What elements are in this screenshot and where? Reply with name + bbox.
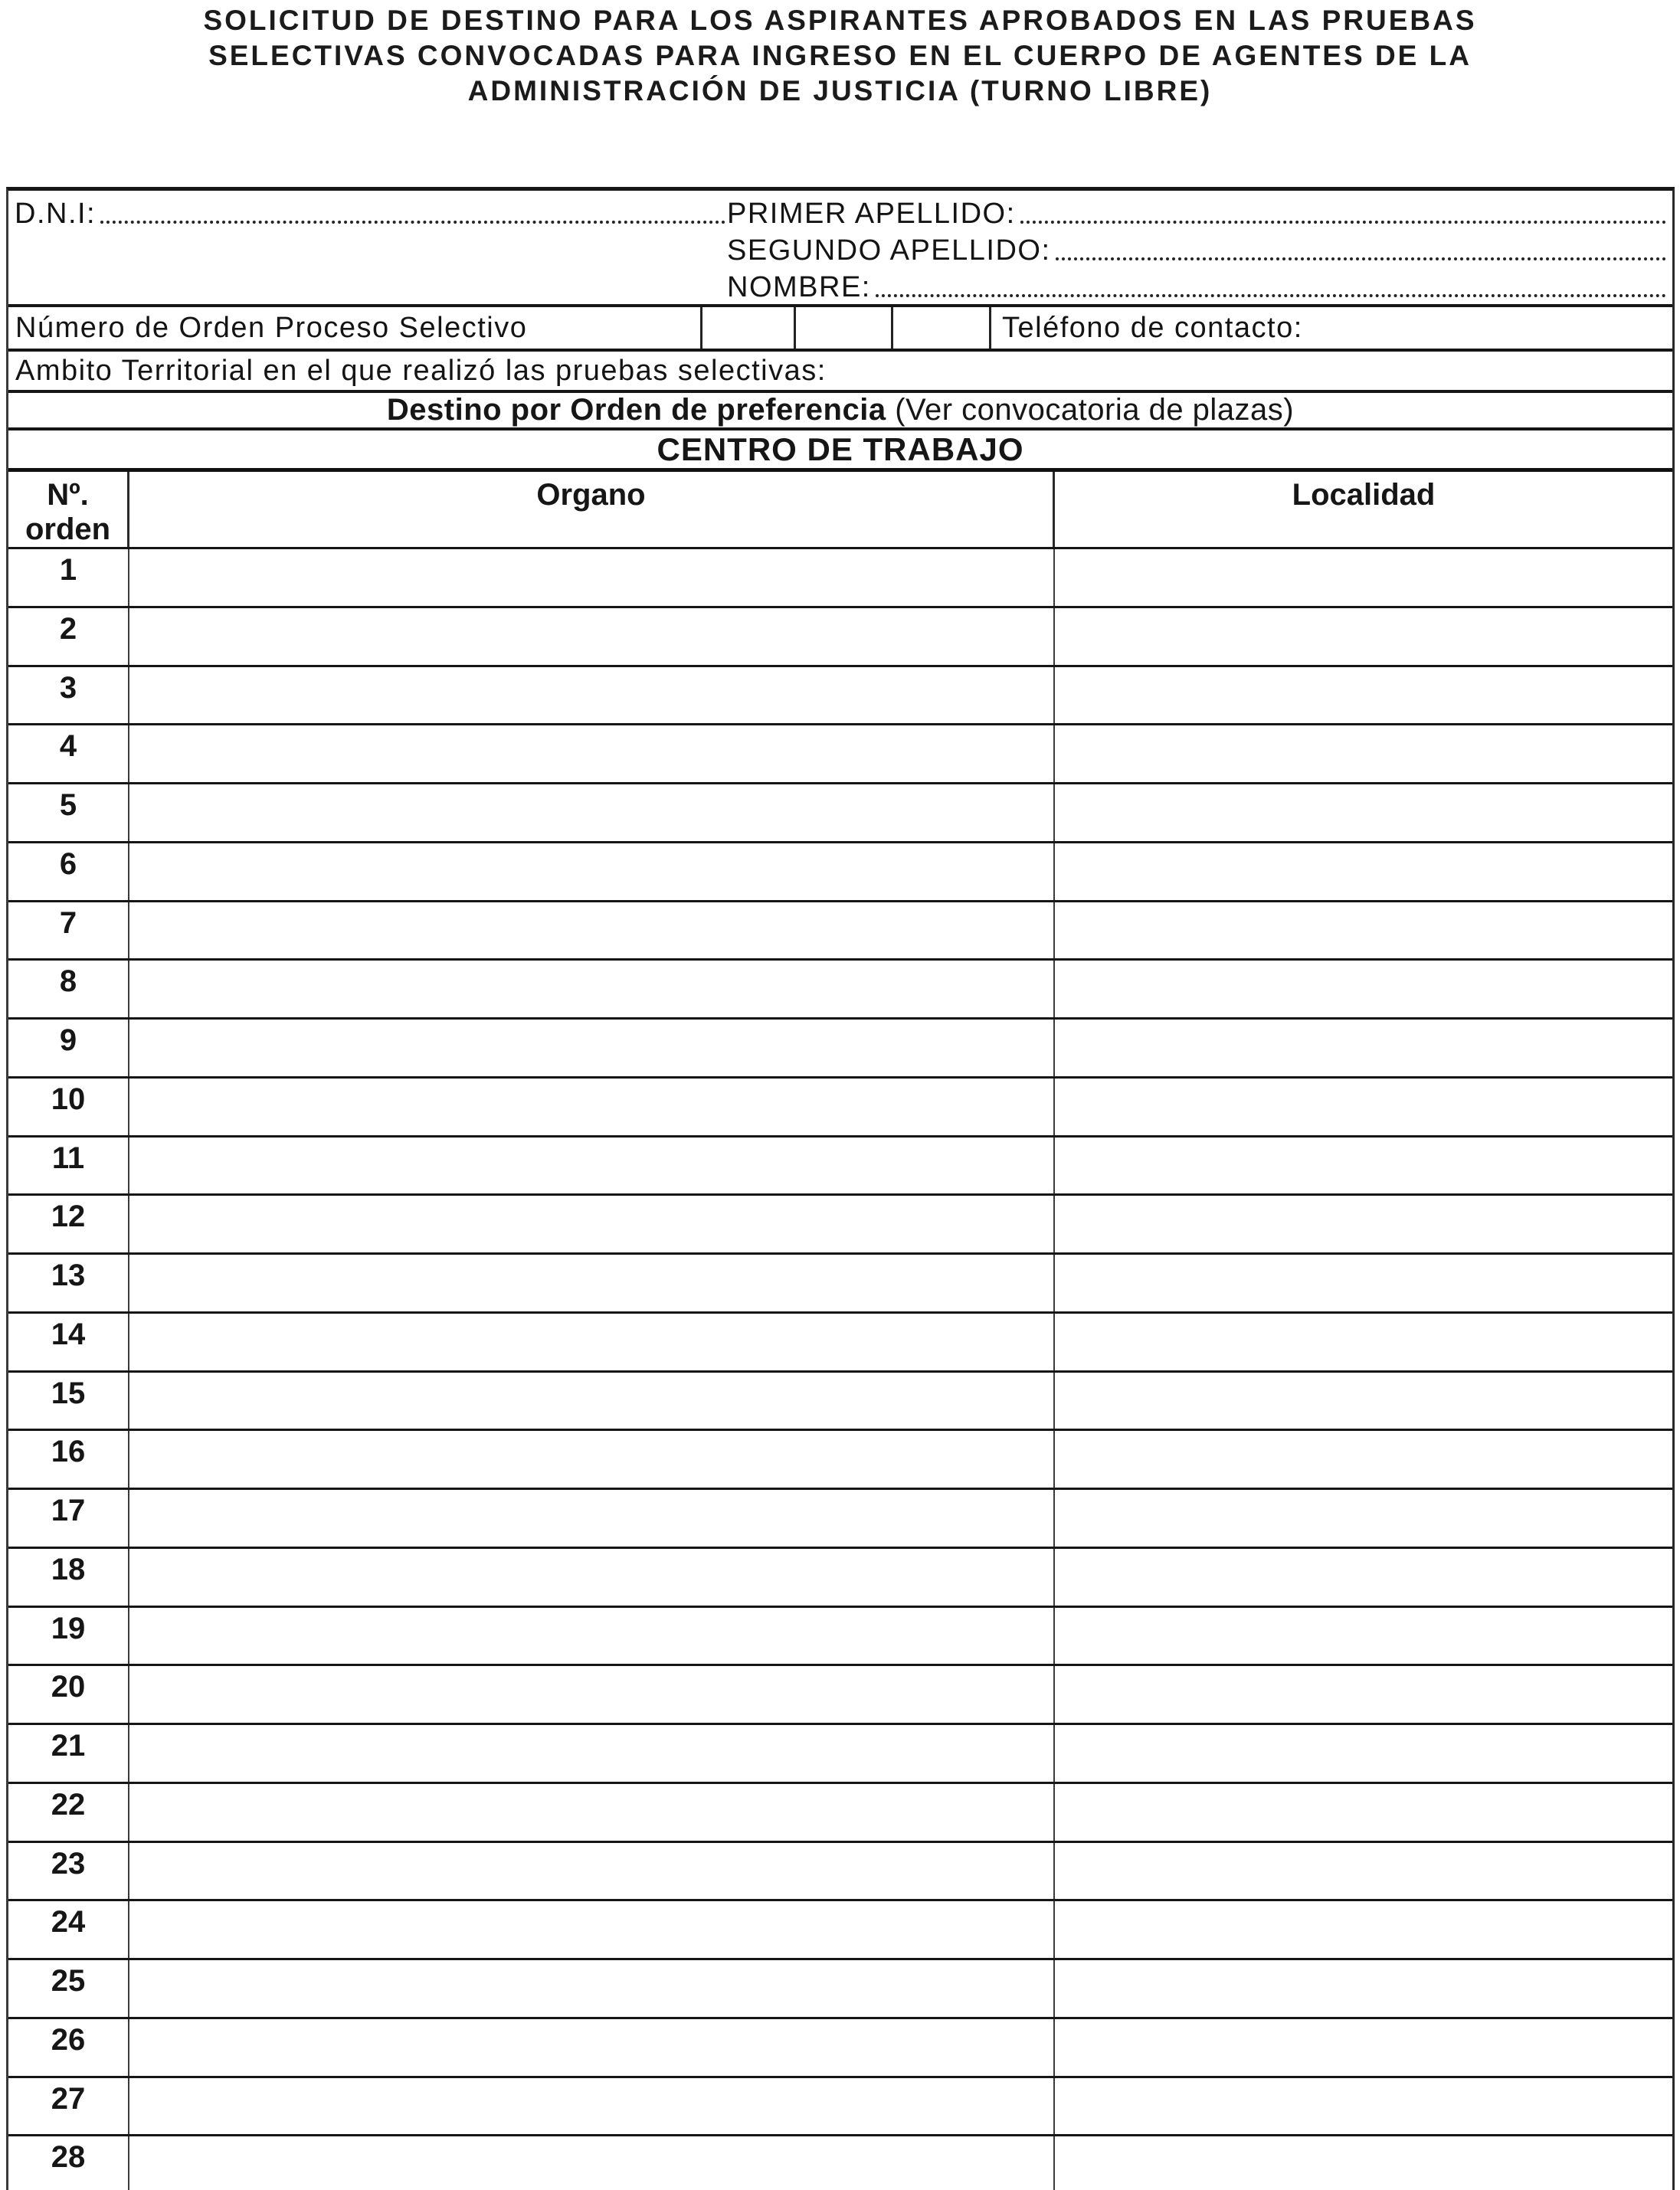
table-row-9 bbox=[8, 1017, 1672, 1076]
localidad-cell[interactable] bbox=[1055, 1666, 1672, 1723]
telefono-cell bbox=[989, 307, 1672, 349]
organo-cell[interactable] bbox=[129, 1196, 1055, 1252]
segundo-apellido-row bbox=[8, 231, 1672, 267]
row-order-number: 22 bbox=[8, 1784, 129, 1841]
row-order-number: 10 bbox=[8, 1079, 129, 1135]
row-order-number: 19 bbox=[8, 1608, 129, 1665]
table-row-1 bbox=[8, 547, 1672, 606]
organo-cell[interactable] bbox=[129, 549, 1055, 606]
organo-cell[interactable] bbox=[129, 902, 1055, 959]
localidad-cell[interactable] bbox=[1055, 1608, 1672, 1665]
row-order-number: 1 bbox=[8, 549, 129, 606]
localidad-cell[interactable] bbox=[1055, 2019, 1672, 2076]
organo-cell[interactable] bbox=[129, 784, 1055, 841]
preference-table-header bbox=[8, 468, 1672, 547]
organo-cell[interactable] bbox=[129, 1608, 1055, 1665]
localidad-cell[interactable] bbox=[1055, 1960, 1672, 2017]
organo-cell[interactable] bbox=[129, 1020, 1055, 1076]
table-row-23 bbox=[8, 1841, 1672, 1900]
localidad-cell[interactable] bbox=[1055, 725, 1672, 782]
destino-preferencia-note: (Ver convocatoria de plazas) bbox=[886, 393, 1295, 427]
table-row-2 bbox=[8, 606, 1672, 665]
header-orden-line2: orden bbox=[25, 512, 111, 546]
table-row-13 bbox=[8, 1252, 1672, 1311]
localidad-cell[interactable] bbox=[1055, 1255, 1672, 1311]
organo-cell[interactable] bbox=[129, 1725, 1055, 1782]
organo-cell[interactable] bbox=[129, 1960, 1055, 2017]
orden-digit-box-3[interactable] bbox=[891, 307, 989, 349]
localidad-cell[interactable] bbox=[1055, 1549, 1672, 1606]
nombre-label: NOMBRE: bbox=[727, 271, 871, 303]
row-order-number: 9 bbox=[8, 1020, 129, 1076]
row-order-number: 27 bbox=[8, 2078, 129, 2135]
localidad-cell[interactable] bbox=[1055, 2136, 1672, 2190]
table-row-7 bbox=[8, 900, 1672, 959]
segundo-apellido-label: SEGUNDO APELLIDO: bbox=[727, 234, 1051, 267]
row-order-number: 7 bbox=[8, 902, 129, 959]
table-row-3 bbox=[8, 665, 1672, 724]
destino-preferencia-row bbox=[8, 390, 1672, 427]
centro-trabajo-heading: CENTRO DE TRABAJO bbox=[657, 430, 1024, 467]
row-order-number: 6 bbox=[8, 843, 129, 900]
organo-cell[interactable] bbox=[129, 1549, 1055, 1606]
table-row-14 bbox=[8, 1311, 1672, 1370]
table-row-28 bbox=[8, 2134, 1672, 2190]
table-row-26 bbox=[8, 2017, 1672, 2076]
organo-cell[interactable] bbox=[129, 2019, 1055, 2076]
table-row-12 bbox=[8, 1193, 1672, 1252]
table-row-24 bbox=[8, 1899, 1672, 1958]
table-row-20 bbox=[8, 1664, 1672, 1723]
localidad-cell[interactable] bbox=[1055, 1196, 1672, 1252]
organo-cell[interactable] bbox=[129, 1314, 1055, 1370]
organo-cell[interactable] bbox=[129, 2078, 1055, 2135]
segundo-apellido-input-area[interactable] bbox=[1056, 257, 1666, 260]
primer-apellido-input-area[interactable] bbox=[1020, 221, 1666, 224]
localidad-cell[interactable] bbox=[1055, 1784, 1672, 1841]
localidad-cell[interactable] bbox=[1055, 784, 1672, 841]
row-order-number: 18 bbox=[8, 1549, 129, 1606]
localidad-cell[interactable] bbox=[1055, 1490, 1672, 1547]
dni-label: D.N.I: bbox=[15, 198, 97, 230]
localidad-cell[interactable] bbox=[1055, 961, 1672, 1017]
organo-cell[interactable] bbox=[129, 1373, 1055, 1429]
row-order-number: 23 bbox=[8, 1843, 129, 1900]
localidad-cell[interactable] bbox=[1055, 1373, 1672, 1429]
nombre-input-area[interactable] bbox=[876, 294, 1666, 297]
table-row-4 bbox=[8, 723, 1672, 782]
row-order-number: 24 bbox=[8, 1901, 129, 1958]
localidad-cell[interactable] bbox=[1055, 667, 1672, 724]
row-order-number: 2 bbox=[8, 608, 129, 665]
orden-digit-box-2[interactable] bbox=[794, 307, 891, 349]
nombre-row bbox=[8, 267, 1672, 304]
localidad-cell[interactable] bbox=[1055, 1843, 1672, 1900]
telefono-label: Teléfono de contacto: bbox=[1002, 311, 1303, 344]
table-row-15 bbox=[8, 1370, 1672, 1429]
row-order-number: 13 bbox=[8, 1255, 129, 1311]
localidad-cell[interactable] bbox=[1055, 1901, 1672, 1958]
localidad-cell[interactable] bbox=[1055, 608, 1672, 665]
row-order-number: 26 bbox=[8, 2019, 129, 2076]
table-row-16 bbox=[8, 1429, 1672, 1488]
organo-cell[interactable] bbox=[129, 1901, 1055, 1958]
organo-cell[interactable] bbox=[129, 1784, 1055, 1841]
table-row-10 bbox=[8, 1076, 1672, 1135]
identity-section bbox=[8, 191, 1672, 304]
row-order-number: 11 bbox=[8, 1138, 129, 1194]
dni-field-group bbox=[15, 198, 727, 231]
application-form bbox=[6, 187, 1675, 2190]
table-row-19 bbox=[8, 1606, 1672, 1665]
row-order-number: 5 bbox=[8, 784, 129, 841]
localidad-cell[interactable] bbox=[1055, 1431, 1672, 1488]
row-order-number: 8 bbox=[8, 961, 129, 1017]
row-order-number: 16 bbox=[8, 1431, 129, 1488]
localidad-cell[interactable] bbox=[1055, 549, 1672, 606]
orden-digit-box-1[interactable] bbox=[700, 307, 794, 349]
primer-apellido-label: PRIMER APELLIDO: bbox=[727, 198, 1016, 230]
table-row-6 bbox=[8, 841, 1672, 900]
ambito-territorial-row bbox=[8, 349, 1672, 390]
header-localidad: Localidad bbox=[1292, 478, 1436, 512]
organo-cell[interactable] bbox=[129, 843, 1055, 900]
row-order-number: 28 bbox=[8, 2136, 129, 2190]
organo-cell[interactable] bbox=[129, 1138, 1055, 1194]
form-title-line3: ADMINISTRACIÓN DE JUSTICIA (TURNO LIBRE) bbox=[467, 75, 1213, 106]
ambito-territorial-label: Ambito Territorial en el que realizó las pruebas selectivas: bbox=[15, 354, 827, 387]
table-row-27 bbox=[8, 2076, 1672, 2135]
organo-cell[interactable] bbox=[129, 1490, 1055, 1547]
organo-cell[interactable] bbox=[129, 961, 1055, 1017]
localidad-cell[interactable] bbox=[1055, 902, 1672, 959]
organo-cell[interactable] bbox=[129, 1843, 1055, 1900]
localidad-cell[interactable] bbox=[1055, 2078, 1672, 2135]
organo-cell[interactable] bbox=[129, 1079, 1055, 1135]
table-row-11 bbox=[8, 1135, 1672, 1194]
localidad-cell[interactable] bbox=[1055, 843, 1672, 900]
table-row-18 bbox=[8, 1547, 1672, 1606]
numero-orden-label-cell bbox=[8, 307, 700, 349]
localidad-cell[interactable] bbox=[1055, 1079, 1672, 1135]
table-row-22 bbox=[8, 1782, 1672, 1841]
localidad-cell[interactable] bbox=[1055, 1020, 1672, 1076]
organo-cell[interactable] bbox=[129, 725, 1055, 782]
primer-apellido-field-group bbox=[727, 198, 1668, 231]
table-body bbox=[8, 547, 1672, 2190]
table-row-17 bbox=[8, 1488, 1672, 1547]
organo-cell[interactable] bbox=[129, 1666, 1055, 1723]
form-title-line2: SELECTIVAS CONVOCADAS PARA INGRESO EN EL CUERPO DE AGENTES DE LA bbox=[208, 40, 1472, 71]
row-order-number: 4 bbox=[8, 725, 129, 782]
row-order-number: 25 bbox=[8, 1960, 129, 2017]
form-title bbox=[0, 3, 1680, 109]
row-order-number: 15 bbox=[8, 1373, 129, 1429]
numero-orden-row bbox=[8, 304, 1672, 349]
header-organo: Organo bbox=[129, 472, 1055, 547]
table-row-8 bbox=[8, 958, 1672, 1017]
row-order-number: 3 bbox=[8, 667, 129, 724]
dni-input-area[interactable] bbox=[100, 221, 725, 224]
numero-orden-label: Número de Orden Proceso Selectivo bbox=[15, 311, 528, 344]
organo-cell[interactable] bbox=[129, 1255, 1055, 1311]
organo-cell[interactable] bbox=[129, 1431, 1055, 1488]
header-orden-line1: Nº. bbox=[47, 478, 89, 512]
localidad-cell[interactable] bbox=[1055, 1725, 1672, 1782]
table-row-25 bbox=[8, 1958, 1672, 2017]
localidad-cell[interactable] bbox=[1055, 1138, 1672, 1194]
centro-trabajo-row bbox=[8, 427, 1672, 468]
dni-row bbox=[8, 194, 1672, 231]
organo-cell[interactable] bbox=[129, 2136, 1055, 2190]
table-row-21 bbox=[8, 1723, 1672, 1782]
row-order-number: 20 bbox=[8, 1666, 129, 1723]
organo-cell[interactable] bbox=[129, 608, 1055, 665]
row-order-number: 21 bbox=[8, 1725, 129, 1782]
ambito-input-area[interactable] bbox=[827, 352, 1672, 390]
header-orden bbox=[8, 472, 129, 547]
row-order-number: 17 bbox=[8, 1490, 129, 1547]
form-title-line1: SOLICITUD DE DESTINO PARA LOS ASPIRANTES APROBADOS EN LAS PRUEBAS bbox=[203, 5, 1477, 36]
destino-preferencia-heading: Destino por Orden de preferencia bbox=[386, 393, 886, 427]
row-order-number: 12 bbox=[8, 1196, 129, 1252]
table-row-5 bbox=[8, 782, 1672, 841]
row-order-number: 14 bbox=[8, 1314, 129, 1370]
localidad-cell[interactable] bbox=[1055, 1314, 1672, 1370]
organo-cell[interactable] bbox=[129, 667, 1055, 724]
